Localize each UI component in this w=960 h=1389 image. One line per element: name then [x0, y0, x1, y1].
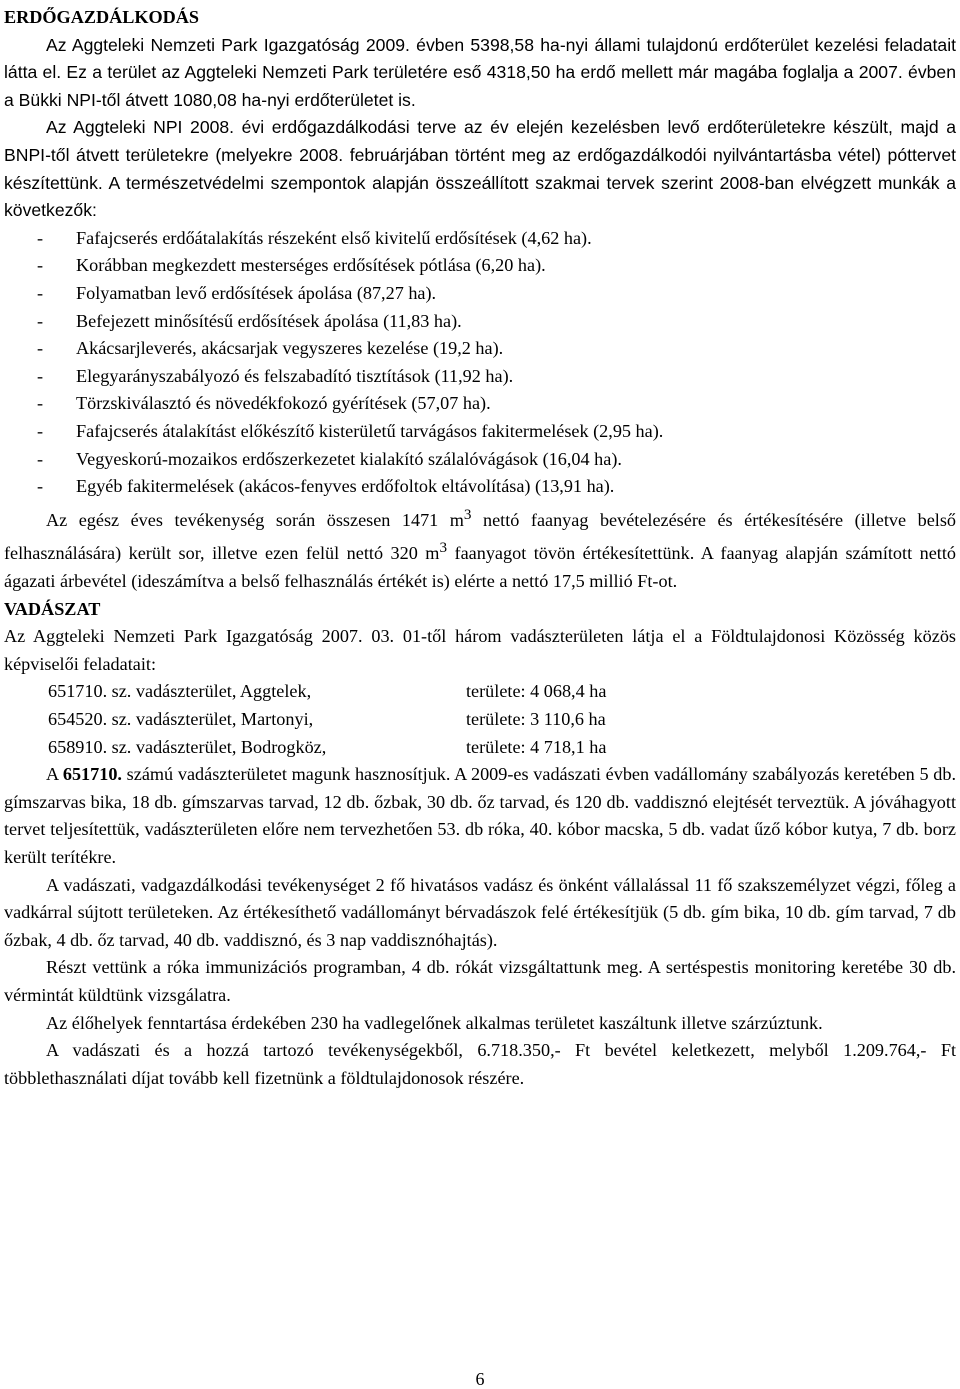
- list-item: [37, 390, 956, 418]
- district-name: 658910. sz. vadászterület, Bodrogköz,: [48, 736, 327, 757]
- district-name: 651710. sz. vadászterület, Aggtelek,: [48, 681, 312, 702]
- cubic-superscript: 3: [439, 539, 448, 557]
- district-area: területe: 4 068,4 ha: [466, 681, 607, 702]
- timber-text-part1: Az egész éves tevékenység során összesen 1471 m: [46, 509, 464, 530]
- dash-marker: -: [37, 420, 44, 441]
- hunting-revenue-paragraph: A vadászati és a hozzá tartozó tevékenységekből, 6.718.350,- Ft bevétel keletkezett, melyből 1.209.764,- Ft többlethasználati díjat tovább kell fizetnünk a földtulajdonosok részére.: [4, 1040, 956, 1088]
- table-row: [4, 706, 956, 734]
- forestry-plan-paragraph: [4, 114, 956, 224]
- list-item: [37, 225, 956, 253]
- list-item: [37, 473, 956, 501]
- hunting-district-list: [4, 678, 956, 761]
- dash-marker: -: [37, 476, 44, 497]
- hunting-staff-paragraph: A vadászati, vadgazdálkodási tevékenységet 2 fő hivatásos vadász és önként vállalással 11 fő szakszemélyzet végzi, főleg a vadkárral sújtott területeken. Az értékesíthető vadállományt bérvadászok felé értékesítjük (5 db. gím bika, 10 db. gím tarvad, 7 db őzbak, 4 db. őz tarvad, 40 db. vaddisznó, és 3 nap vaddisznóhajtás).: [4, 874, 956, 950]
- table-row: [4, 734, 956, 762]
- section-title-forestry: ERDŐGAZDÁLKODÁS: [4, 7, 200, 27]
- list-item-text: Fafajcserés erdőátalakítás részeként első kivitelű erdősítések (4,62 ha).: [76, 227, 592, 248]
- page-number: 6: [475, 1369, 485, 1389]
- usage-prefix: A: [46, 764, 63, 785]
- forestry-plan-text: Az Aggteleki NPI 2008. évi erdőgazdálkodási terve az év elején kezelésben levő erdőterületekre készült, majd a BNPI-től átvett területekre (melyekre 2008. februárjában történt meg az erdőgazdálkodói nyilvántartásba vétel) póttervet készítettünk.: [4, 117, 956, 193]
- forestry-intro-paragraph: Az Aggteleki Nemzeti Park Igazgatóság 2009. évben 5398,58 ha-nyi állami tulajdonú erdőterület kezelési feladatait látta el. Ez a terület az Aggteleki Nemzeti Park területére eső 4318,50 ha erdő mellett már magába foglalja a 2007. évben a Bükki NPI-től átvett 1080,08 ha-nyi erdőterületet is.: [4, 34, 956, 110]
- district-area: területe: 4 718,1 ha: [466, 736, 607, 757]
- usage-text: számú vadászterületet magunk hasznosítjuk. A 2009-es vadászati évben vadállomány szabályozás keretében 5 db. gímszarvas bika, 18 db. gímszarvas tarvad, 12 db. őzbak, 30 db. őz tarvad, és 120 db. vaddisznó elejtését terveztük. A jóváhagyott tervet teljesítettük, vadászterületen előre nem tervezhetően 53. db róka, 40. kóbor macska, 5 db. vadat űző kóbor kutya, 7 db. borz került terítékre.: [4, 764, 956, 867]
- dash-marker: -: [37, 365, 44, 386]
- list-item-text: Elegyarányszabályozó és felszabadító tisztítások (11,92 ha).: [76, 365, 514, 386]
- list-item: [37, 363, 956, 391]
- list-item: [37, 280, 956, 308]
- dash-marker: -: [37, 393, 44, 414]
- hunting-habitat-paragraph: Az élőhelyek fenntartása érdekében 230 ha vadlegelőnek alkalmas területet kaszáltunk illetve szárzúztunk.: [46, 1012, 823, 1033]
- dash-marker: -: [37, 310, 44, 331]
- list-item-text: Befejezett minősítésű erdősítések ápolása (11,83 ha).: [76, 310, 462, 331]
- dash-marker: -: [37, 255, 44, 276]
- section-title-hunting: VADÁSZAT: [4, 598, 101, 619]
- list-item: [37, 446, 956, 474]
- list-item: [37, 418, 956, 446]
- dash-marker: -: [37, 282, 44, 303]
- list-item-text: Fafajcserés átalakítást előkészítő kisterületű tarvágásos fakitermelések (2,95 ha).: [76, 420, 664, 441]
- district-name: 654520. sz. vadászterület, Martonyi,: [48, 708, 314, 729]
- list-item-text: Korábban megkezdett mesterséges erdősítések pótlása (6,20 ha).: [76, 255, 546, 276]
- list-item-text: Folyamatban levő erdősítések ápolása (87,27 ha).: [76, 282, 437, 303]
- timber-text-part2: nettó faanyag bevételezésére és értékesítésére (illetve belső felhasználására) került sor, illetve ezen felül nettó 320 m: [4, 509, 956, 564]
- list-item: [37, 335, 956, 363]
- dash-marker: -: [37, 448, 44, 469]
- list-item-text: Vegyeskorú-mozaikos erdőszerkezetet kialakító szálalóvágások (16,04 ha).: [76, 448, 622, 469]
- district-area: területe: 3 110,6 ha: [466, 708, 606, 729]
- hunting-intro-paragraph: Az Aggteleki Nemzeti Park Igazgatóság 2007. 03. 01-től három vadászterületen látja el a Földtulajdonosi Közösség közös képviselői feladatait:: [4, 626, 956, 674]
- dash-marker: -: [37, 227, 44, 248]
- list-item: [37, 252, 956, 280]
- list-item-text: Törzskiválasztó és növedékfokozó gyérítések (57,07 ha).: [76, 393, 491, 414]
- forestry-timber-paragraph: [4, 501, 956, 596]
- dash-marker: -: [37, 338, 44, 359]
- list-item: [37, 308, 956, 336]
- table-row: [4, 678, 956, 706]
- hunting-immunization-paragraph: Részt vettünk a róka immunizációs programban, 4 db. rókát vizsgáltattunk meg. A sertéspestis monitoring keretébe 30 db. vérmintát küldtünk vizsgálatra.: [4, 957, 956, 1005]
- forestry-works-list: [4, 225, 956, 501]
- list-item-text: Akácsarjleverés, akácsarjak vegyszeres kezelése (19,2 ha).: [76, 338, 504, 359]
- cubic-superscript: 3: [463, 505, 472, 523]
- forestry-works-text: A természetvédelmi szempontok alapján összeállított szakmai tervek szerint 2008-ban elvégzett munkák a következők:: [4, 172, 956, 221]
- hunting-usage-paragraph: [4, 761, 956, 871]
- usage-district-code: 651710.: [62, 764, 122, 785]
- list-item-text: Egyéb fakitermelések (akácos-fenyves erdőfoltok eltávolítása) (13,91 ha).: [76, 476, 615, 497]
- timber-text-part3: faanyagot tövön értékesítettünk. A faanyag alapján számított nettó ágazati árbevétel (ideszámítva a belső felhasználás értékét is) elérte a nettó 17,5 millió Ft-ot.: [4, 543, 956, 591]
